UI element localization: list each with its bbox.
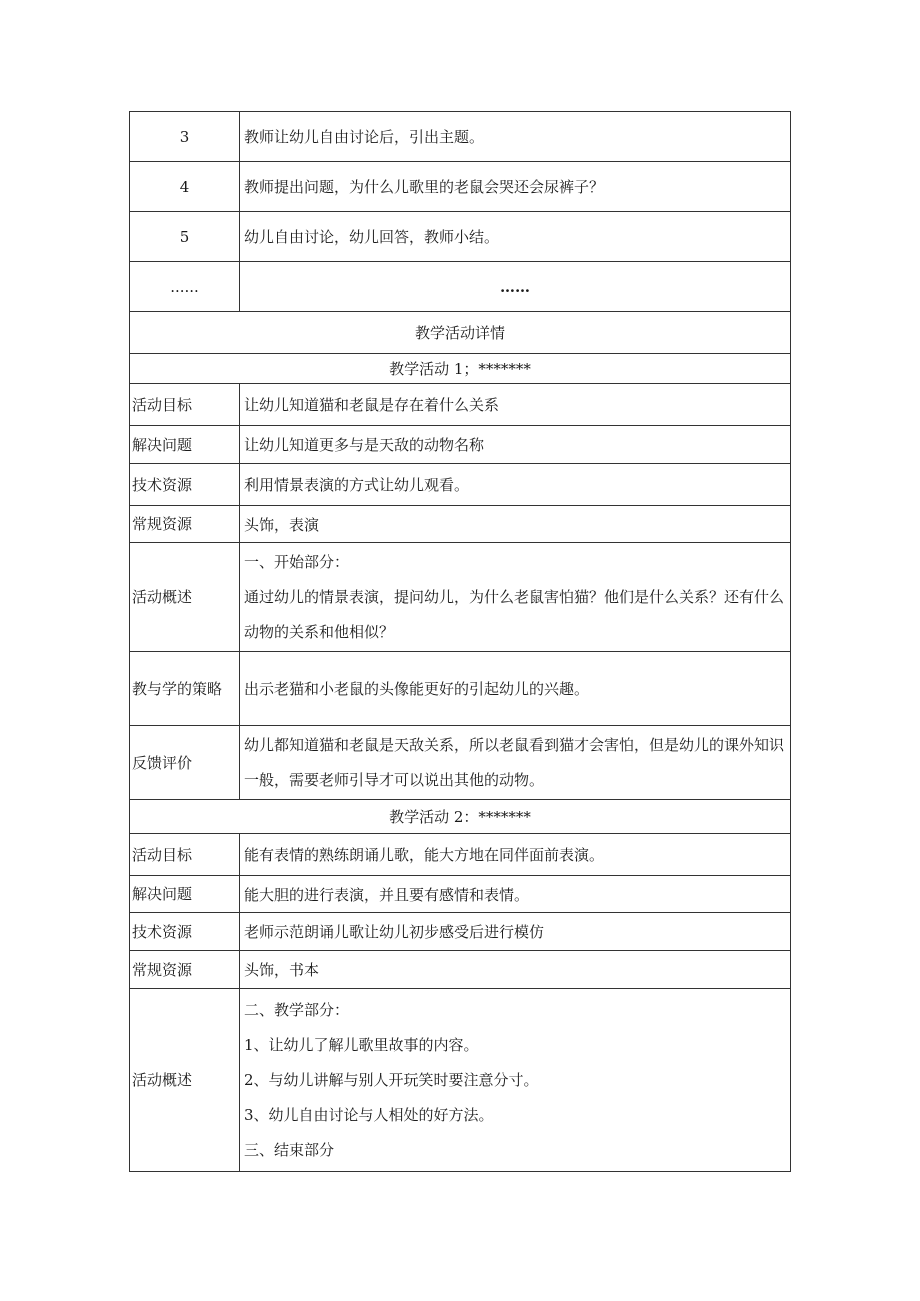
activity1-overview-label: 活动概述 [130, 543, 240, 652]
step-number: 4 [130, 162, 240, 212]
activity1-tech: 利用情景表演的方式让幼儿观看。 [240, 464, 791, 506]
step-row [130, 162, 791, 212]
step-row [130, 262, 791, 312]
step-text: 幼儿自由讨论，幼儿回答，教师小结。 [240, 212, 791, 262]
overview-line: 2、与幼儿讲解与别人开玩笑时要注意分寸。 [244, 1070, 539, 1089]
overview-line: 二、教学部分： [244, 1000, 350, 1019]
step-row [130, 212, 791, 262]
activity2-title: 教学活动 2：******* [130, 800, 791, 834]
overview-line: 通过幼儿的情景表演，提问幼儿，为什么老鼠害怕猫？他们是什么关系？还有什么动物的关系和他相似？ [244, 587, 785, 641]
activity1-title: 教学活动 1；******* [130, 354, 791, 384]
details-title: 教学活动详情 [130, 312, 791, 354]
activity1-feedback: 幼儿都知道猫和老鼠是天敌关系，所以老鼠看到猫才会害怕，但是幼儿的课外知识一般，需要老师引导才可以说出其他的动物。 [240, 726, 791, 800]
overview-line: 1、让幼儿了解儿歌里故事的内容。 [244, 1035, 479, 1054]
activity2-overview [240, 989, 791, 1172]
activity2-goal: 能有表情的熟练朗诵儿歌，能大方地在同伴面前表演。 [240, 834, 791, 876]
overview-line: 3、幼儿自由讨论与人相处的好方法。 [244, 1105, 494, 1124]
step-row [130, 112, 791, 162]
activity2-res-label: 常规资源 [130, 951, 240, 989]
activity1-goal: 让幼儿知道猫和老鼠是存在着什么关系 [240, 384, 791, 426]
activity2-tech-label: 技术资源 [130, 913, 240, 951]
activity1-strategy: 出示老猫和小老鼠的头像能更好的引起幼儿的兴趣。 [240, 652, 791, 726]
activity2-problem: 能大胆的进行表演，并且要有感情和表情。 [240, 876, 791, 913]
activity2-overview-label: 活动概述 [130, 989, 240, 1172]
activity1-tech-label: 技术资源 [130, 464, 240, 506]
step-text: …… [240, 262, 791, 312]
activity1-res-label: 常规资源 [130, 506, 240, 543]
activity2-tech: 老师示范朗诵儿歌让幼儿初步感受后进行模仿 [240, 913, 791, 951]
step-text: 教师提出问题，为什么儿歌里的老鼠会哭还会尿裤子？ [240, 162, 791, 212]
lesson-plan-table [129, 111, 790, 1172]
step-number: 5 [130, 212, 240, 262]
overview-line: 一、开始部分： [244, 552, 350, 571]
activity1-goal-label: 活动目标 [130, 384, 240, 426]
activity2-res: 头饰，书本 [240, 951, 791, 989]
overview-line: 三、结束部分 [244, 1140, 335, 1159]
activity1-res: 头饰，表演 [240, 506, 791, 543]
activity1-problem: 让幼儿知道更多与是天敌的动物名称 [240, 426, 791, 464]
activity1-feedback-label: 反馈评价 [130, 726, 240, 800]
activity2-problem-label: 解决问题 [130, 876, 240, 913]
activity2-goal-label: 活动目标 [130, 834, 240, 876]
activity1-overview [240, 543, 791, 652]
activity1-strategy-label: 教与学的策略 [130, 652, 240, 726]
step-text: 教师让幼儿自由讨论后，引出主题。 [240, 112, 791, 162]
activity1-problem-label: 解决问题 [130, 426, 240, 464]
step-number: ...... [130, 262, 240, 312]
step-number: 3 [130, 112, 240, 162]
